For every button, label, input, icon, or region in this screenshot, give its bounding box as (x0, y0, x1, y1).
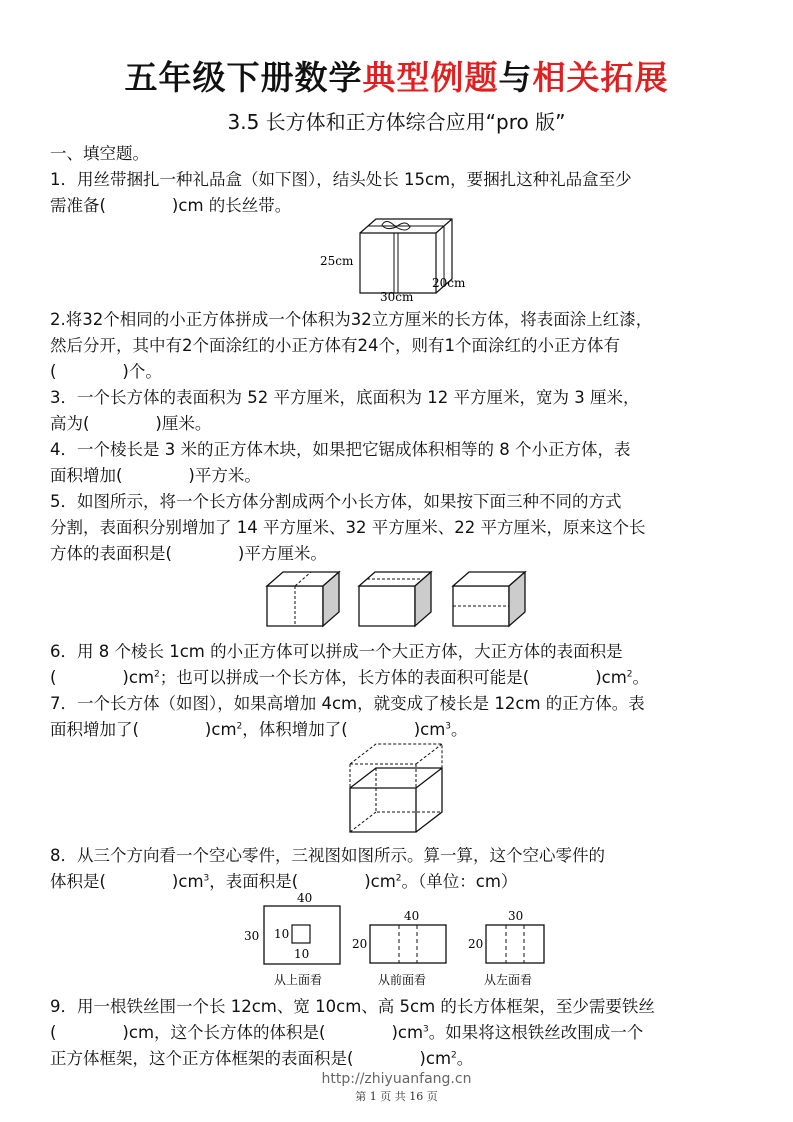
q7-volume-text: ，体积增加了( )cm (242, 720, 446, 739)
q7-line1: 7．一个长方体（如图），如果高增加 4cm，就变成了棱长是 12cm 的正方体。表 (50, 694, 645, 713)
q6-end: 。 (632, 668, 650, 687)
page-subtitle: 3.5 长方体和正方体综合应用“pro 版” (227, 110, 566, 134)
q9-cube-area-text: 正方体框架，这个正方体框架的表面积是( )cm (50, 1049, 452, 1068)
box-depth-label: 20cm (432, 276, 466, 290)
q5-line1: 5．如图所示，将一个长方体分割成两个小长方体，如果按下面三种不同的方式 (50, 492, 622, 511)
cuboid-height-increase-figure (344, 740, 450, 836)
page-title (0, 52, 793, 99)
q9-line1: 9．用一根铁丝围一个长 12cm、宽 10cm、高 5cm 的长方体框架，至少需要铁丝 (50, 997, 655, 1016)
gift-box-figure (318, 215, 478, 303)
section-heading: 一、填空题。 (50, 144, 149, 163)
q7-end: 。 (451, 720, 468, 739)
q2-line1: 2.将32个相同的小正方体拼成一个体积为32立方厘米的长方体，将表面涂上红漆， (50, 310, 653, 329)
page-number: 第 1 页 共 16 页 (355, 1090, 438, 1103)
unit-superscript: 2 (626, 669, 633, 680)
unit-superscript: 3 (445, 721, 452, 732)
q9-continue-text: 。如果将这根铁丝改围成一个 (428, 1023, 644, 1042)
q9-line2 (50, 1019, 643, 1043)
q6-line2 (50, 664, 649, 688)
box-height-label: 25cm (320, 254, 354, 268)
q6-blank2-text: ；也可以拼成一个长方体，长方体的表面积可能是( )cm (159, 668, 627, 687)
front-view-height: 20 (352, 937, 368, 951)
left-view-width: 30 (508, 909, 524, 923)
title-part: 五年级下册数学 (124, 58, 363, 97)
q1-line2: 需准备( )cm 的长丝带。 (50, 196, 292, 215)
top-view-caption: 从上面看 (274, 973, 323, 987)
unit-superscript: 2 (395, 873, 402, 884)
q9-line3 (50, 1045, 473, 1069)
q8-unit-note: 。（单位：cm） (401, 872, 518, 891)
left-view-caption: 从左面看 (484, 973, 533, 987)
unit-superscript: 3 (423, 1024, 429, 1035)
cuboid-split-vertical (265, 570, 343, 628)
q7-area-text: 面积增加了( )cm (50, 720, 237, 739)
q7-line2 (50, 716, 468, 740)
three-views-figure (240, 888, 560, 990)
q8-line1: 8．从三个方向看一个空心零件，三视图如图所示。算一算，这个空心零件的 (50, 846, 605, 865)
q2-line2: 然后分开，其中有2个面涂红的小正方体有24个，则有1个面涂红的小正方体有 (50, 336, 620, 355)
title-highlight: 相关拓展 (532, 58, 669, 97)
q9-end: 。 (456, 1049, 474, 1068)
q6-blank1-text: ( )cm (50, 668, 155, 687)
left-view-height: 20 (468, 937, 484, 951)
q9-wire-volume-text: ( )cm，这个长方体的体积是( )cm (50, 1023, 424, 1042)
front-view-width: 40 (404, 909, 420, 923)
q3-line2: 高为( )厘米。 (50, 414, 212, 433)
q1-line1: 1．用丝带捆扎一种礼品盒（如下图），结头处长 15cm，要捆扎这种礼品盒至少 (50, 170, 632, 189)
cuboid-split-depth (357, 570, 435, 628)
box-length-label: 30cm (380, 290, 414, 303)
top-view-hole-width: 10 (274, 927, 290, 941)
cuboid-split-horizontal (451, 570, 529, 628)
footer-url: http://zhiyuanfang.cn (321, 1071, 472, 1087)
title-part: 与 (498, 58, 533, 97)
q4-line1: 4．一个棱长是 3 米的正方体木块，如果把它锯成体积相等的 8 个小正方体，表 (50, 440, 631, 459)
q8-area-text: ，表面积是( )cm (209, 872, 396, 891)
q4-line2: 面积增加( )平方米。 (50, 466, 261, 485)
unit-superscript: 2 (154, 669, 160, 680)
q2-line3: ( )个。 (50, 362, 162, 381)
q6-line1: 6．用 8 个棱长 1cm 的小正方体可以拼成一个大正方体，大正方体的表面积是 (50, 642, 623, 661)
q8-volume-text: 体积是( )cm (50, 872, 204, 891)
q5-line3: 方体的表面积是( )平方厘米。 (50, 544, 327, 563)
unit-superscript: 3 (203, 873, 210, 884)
unit-superscript: 2 (236, 721, 243, 732)
unit-superscript: 2 (451, 1050, 457, 1061)
title-highlight: 典型例题 (362, 58, 499, 97)
front-view-caption: 从前面看 (378, 973, 427, 987)
top-view-hole-depth: 10 (294, 947, 310, 961)
top-view-height: 30 (244, 929, 260, 943)
top-view-width: 40 (297, 891, 313, 905)
q3-line1: 3．一个长方体的表面积为 52 平方厘米，底面积为 12 平方厘米，宽为 3 厘米， (50, 388, 640, 407)
q5-line2: 分割，表面积分别增加了 14 平方厘米、32 平方厘米、22 平方厘米，原来这个长 (50, 518, 646, 537)
